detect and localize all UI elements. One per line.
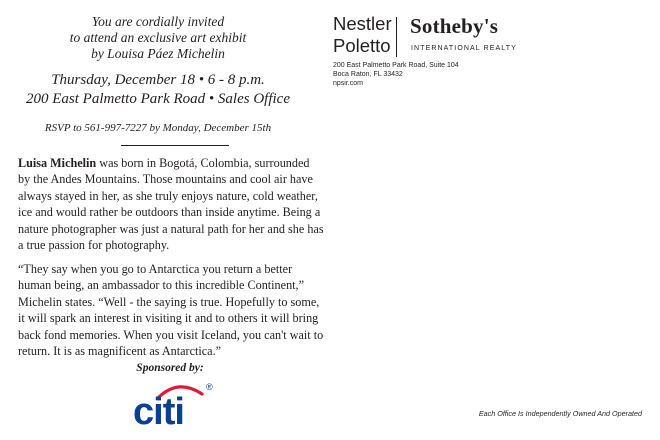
event-date: Thursday, December 18 • 6 - 8 p.m. <box>51 72 265 88</box>
invite-line-3: by Louisa Páez Michelin <box>91 46 225 61</box>
divider-rule <box>121 145 229 146</box>
bio-paragraph <box>18 155 324 253</box>
citi-registered-mark: ® <box>206 382 213 392</box>
invite-line-1: You are cordially invited <box>91 14 225 29</box>
artist-name: Luisa Michelin <box>18 156 97 170</box>
brokerage-name-line-2: Poletto <box>333 35 391 56</box>
event-location: 200 East Palmetto Park Road • Sales Office <box>26 91 290 107</box>
invitation-block <box>18 14 298 135</box>
website: npsir.com <box>333 80 363 87</box>
citi-logo <box>128 372 220 428</box>
logo-divider <box>396 17 397 57</box>
rsvp-line: RSVP to 561-997-7227 by Monday, December 15th <box>44 122 272 134</box>
address-line-2: Boca Raton, FL 33432 <box>333 71 403 78</box>
disclaimer: Each Office Is Independently Owned And Operated <box>478 409 642 418</box>
brokerage-name-line-1: Nestler <box>333 13 392 34</box>
bio-text: was born in Bogotá, Colombia, surrounded by the Andes Mountains. Those mountains and cool air have always stayed in her, as she truly enjoys nature, cold weather, ice and would rather be outdoors than inside anytime. Being a nature photographer was just a natural path for her and she has a true passion for photography. <box>18 156 324 253</box>
citi-logo-text: citi <box>133 391 184 428</box>
sponsored-by-label: Sponsored by: <box>136 362 204 374</box>
sothebys-wordmark: Sotheby's <box>410 14 499 38</box>
office-address <box>333 61 459 88</box>
invite-line-2: to attend an exclusive art exhibit <box>69 30 247 45</box>
quote-paragraph: “They say when you go to Antarctica you return a better human being, an ambassador to this incredible Continent,” Michelin states. “Well - the saying is true. Hopefully to some, it will spark an interest in visiting it and to others it will bring back fond memories. When you visit Iceland, you can't wait to return. It is as magnificent as Antarctica.” <box>18 262 324 359</box>
international-realty-label: INTERNATIONAL REALTY <box>411 45 517 52</box>
brokerage-name <box>333 13 392 57</box>
address-line-1: 200 East Palmetto Park Road, Suite 104 <box>333 62 459 69</box>
